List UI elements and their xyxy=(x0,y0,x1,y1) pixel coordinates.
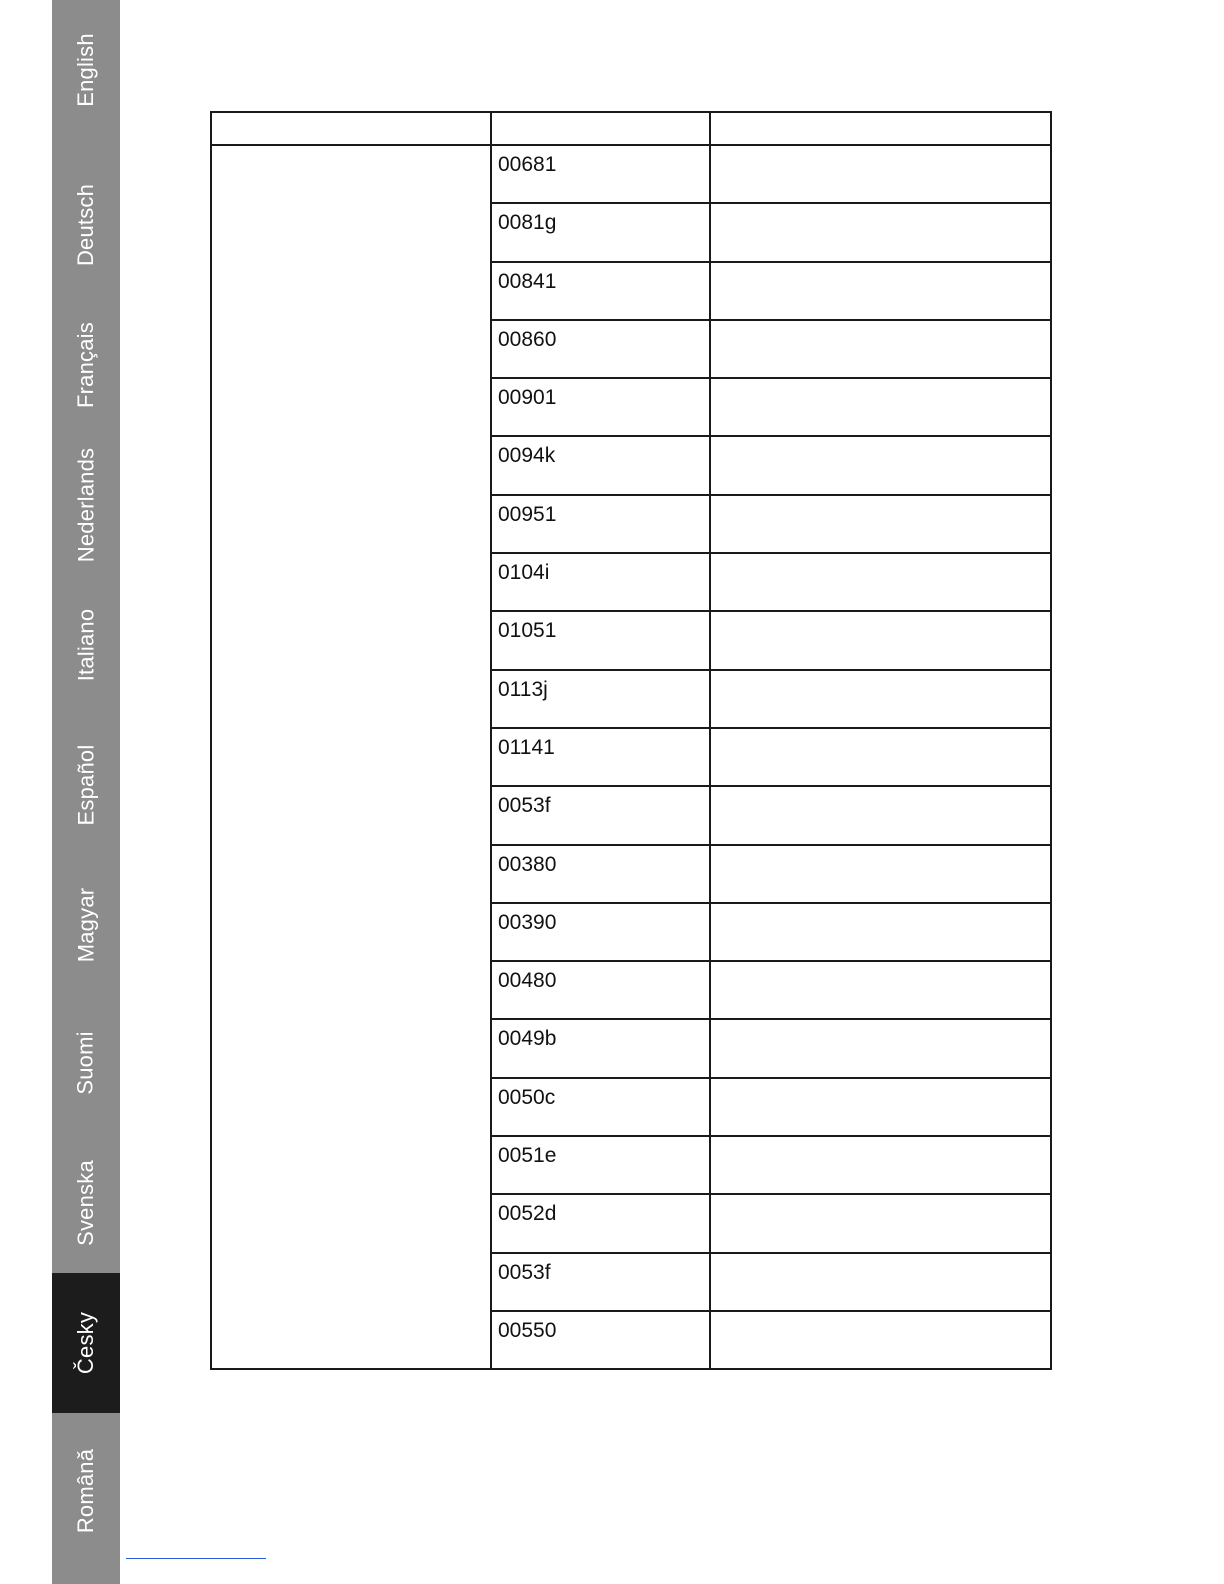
note-cell xyxy=(710,553,1051,611)
lang-tab-magyar[interactable] xyxy=(52,855,120,995)
code-cell: 00380 xyxy=(491,845,710,903)
note-cell xyxy=(710,378,1051,436)
code-cell: 01051 xyxy=(491,611,710,669)
lang-tab-espanol[interactable] xyxy=(52,715,120,855)
code-cell: 0052d xyxy=(491,1194,710,1252)
lang-tab-nederlands[interactable] xyxy=(52,435,120,575)
code-table xyxy=(210,111,1052,1370)
note-cell xyxy=(710,145,1051,203)
header-brand xyxy=(211,112,491,145)
note-cell xyxy=(710,262,1051,320)
lang-tab-romana[interactable] xyxy=(52,1413,120,1568)
code-cell: 0053f xyxy=(491,1253,710,1311)
lang-tab-italiano[interactable] xyxy=(52,575,120,715)
footer-link-underline xyxy=(126,1558,266,1559)
lang-tab-label: Svenska xyxy=(73,1160,98,1246)
note-cell xyxy=(710,670,1051,728)
lang-tab-label: Italiano xyxy=(73,608,99,682)
note-cell xyxy=(710,1253,1051,1311)
lang-tab-suomi[interactable] xyxy=(52,993,120,1133)
code-cell: 00951 xyxy=(491,495,710,553)
code-cell: 01141 xyxy=(491,728,710,786)
code-cell: 00860 xyxy=(491,320,710,378)
code-cell: 00550 xyxy=(491,1311,710,1369)
note-cell xyxy=(710,845,1051,903)
brand-cell xyxy=(211,145,491,1369)
code-cell: 0104i xyxy=(491,553,710,611)
note-cell xyxy=(710,1136,1051,1194)
code-table-container xyxy=(210,111,1052,1370)
code-cell: 0113j xyxy=(491,670,710,728)
code-cell: 0050c xyxy=(491,1078,710,1136)
table-header-row xyxy=(211,112,1051,145)
note-cell xyxy=(710,203,1051,261)
code-cell: 00390 xyxy=(491,903,710,961)
lang-tab-label: Magyar xyxy=(73,887,98,963)
header-note xyxy=(710,112,1051,145)
note-cell xyxy=(710,728,1051,786)
note-cell xyxy=(710,961,1051,1019)
note-cell xyxy=(710,495,1051,553)
note-cell xyxy=(710,320,1051,378)
code-cell: 00681 xyxy=(491,145,710,203)
lang-tab-deutsch[interactable] xyxy=(52,155,120,295)
language-sidebar xyxy=(52,0,120,1584)
lang-tab-francais[interactable] xyxy=(52,295,120,435)
note-cell xyxy=(710,786,1051,844)
code-cell: 0053f xyxy=(491,786,710,844)
code-cell: 00841 xyxy=(491,262,710,320)
note-cell xyxy=(710,1019,1051,1077)
lang-tab-label: Suomi xyxy=(72,1031,98,1095)
lang-tab-label: Česky xyxy=(73,1311,98,1375)
lang-tab-english[interactable] xyxy=(52,0,120,140)
note-cell xyxy=(710,1194,1051,1252)
lang-tab-label: Español xyxy=(73,744,98,826)
lang-tab-label: Nederlands xyxy=(73,447,99,563)
lang-tab-label: Românǎ xyxy=(73,1448,99,1533)
table-row xyxy=(211,145,1051,203)
note-cell xyxy=(710,1311,1051,1369)
lang-tab-label: Français xyxy=(73,322,98,408)
code-cell: 0049b xyxy=(491,1019,710,1077)
lang-tab-svenska[interactable] xyxy=(52,1133,120,1273)
note-cell xyxy=(710,1078,1051,1136)
code-cell: 00901 xyxy=(491,378,710,436)
note-cell xyxy=(710,436,1051,494)
code-cell: 0081g xyxy=(491,203,710,261)
code-cell: 0094k xyxy=(491,436,710,494)
lang-tab-cesky[interactable] xyxy=(52,1273,120,1413)
header-code xyxy=(491,112,710,145)
code-cell: 00480 xyxy=(491,961,710,1019)
note-cell xyxy=(710,611,1051,669)
lang-tab-label: English xyxy=(73,33,98,107)
note-cell xyxy=(710,903,1051,961)
code-cell: 0051e xyxy=(491,1136,710,1194)
lang-tab-label: Deutsch xyxy=(73,183,99,267)
